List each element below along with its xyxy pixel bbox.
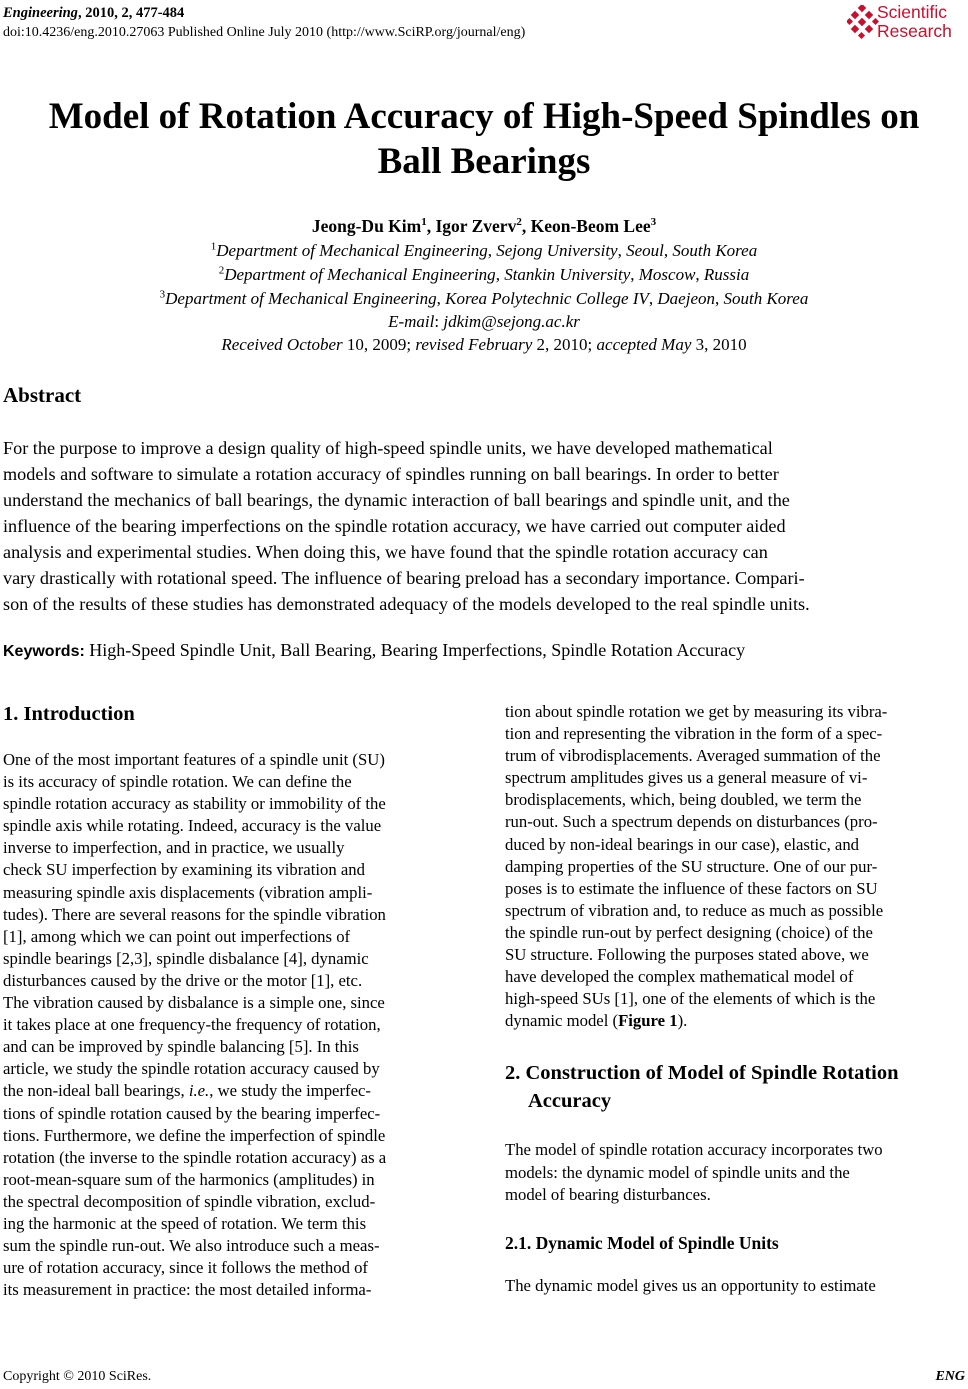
affiliation-dept: Department of Mechanical Engineering [165, 289, 437, 308]
subsection-2-1-heading: 2.1. Dynamic Model of Spindle Units [505, 1232, 779, 1253]
affiliation-dept: Department of Mechanical Engineering [216, 241, 488, 260]
text-line: [1], among which we can point out imperfections of [3, 926, 351, 946]
affiliation-3: $^3$Department of Mechanical Engineering, Korea Polytechnic College IV, Daejeon, South Korea [159, 288, 809, 308]
received-dates [0, 334, 968, 356]
affiliation-city: Daejeon [657, 289, 715, 308]
abstract-line: understand the mechanics of ball bearings, the dynamic interaction of ball bearings and spindle unit, and the [3, 490, 790, 510]
text-line: inverse to imperfection, and in practice, we usually [3, 838, 345, 858]
text-line: measuring spindle axis displacements (vibration ampli- [3, 882, 373, 902]
author-list: Jeong-Du Kim$^1$, Igor Zverv$^2$, Keon-Beom Lee$^3$ [311, 216, 657, 236]
text-line: SU structure. Following the purposes stated above, we [505, 945, 869, 965]
keywords-label: Keywords: [3, 643, 85, 660]
logo-text-line1: Scientific [877, 2, 948, 22]
introduction-heading: 1. Introduction [3, 703, 135, 725]
journal-abbreviation: ENG [935, 1369, 965, 1384]
text-span-italic: i.e. [188, 1081, 210, 1101]
text-line: tion and representing the vibration in the form of a spec- [505, 724, 883, 744]
accepted-label: accepted May [596, 335, 692, 354]
text-line: The model of spindle rotation accuracy incorporates two [505, 1140, 883, 1160]
text-line: the spindle run-out by perfect designing (choice) of the [505, 922, 873, 942]
affiliation-city: Moscow [638, 265, 696, 284]
paper-title-line2: Ball Bearings [377, 141, 591, 182]
journal-citation [3, 3, 525, 23]
abstract-line: influence of the bearing imperfections on the spindle rotation accuracy, we have carried out computer aided [3, 516, 786, 536]
text-line: damping properties of the SU structure. One of our pur- [505, 856, 878, 876]
right-column [505, 701, 965, 1297]
text-line: spindle axis while rotating. Indeed, accuracy is the value [3, 816, 382, 836]
text-line: its measurement in practice: the most detailed informa- [3, 1280, 372, 1300]
text-line: models: the dynamic model of spindle units and the [505, 1162, 850, 1182]
text-line: root-mean-square sum of the harmonics (amplitudes) in [3, 1169, 375, 1189]
text-line: sum the spindle run-out. We also introduce such a meas- [3, 1236, 380, 1256]
text-line: high-speed SUs [1], one of the elements of which is the [505, 989, 876, 1009]
text-line: trum of vibrodisplacements. Averaged summation of the [505, 746, 881, 766]
revised-date: 2, 2010; [532, 335, 597, 354]
text-line [3, 1080, 462, 1102]
author-name: Jeong-Du Kim [311, 216, 422, 236]
text-line: spectrum of vibration and, to reduce as much as possible [505, 900, 884, 920]
received-date: 10, 2009; [342, 335, 416, 354]
affiliation-country: South Korea [723, 289, 809, 308]
text-line: ing the harmonic at the speed of rotation. We term this [3, 1213, 367, 1233]
text-line: the spectral decomposition of spindle vibration, exclud- [3, 1191, 376, 1211]
email-line: E-mail: jdkim@sejong.ac.kr [388, 312, 580, 331]
text-line: spindle rotation accuracy as stability or immobility of the [3, 794, 386, 814]
text-line: tions. Furthermore, we define the imperfection of spindle [3, 1125, 386, 1145]
author-name: Igor Zverv [435, 216, 517, 236]
keywords-text: High-Speed Spindle Unit, Ball Bearing, Bearing Imperfections, Spindle Rotation Accuracy [84, 640, 746, 660]
email-label: E-mail [388, 312, 435, 331]
text-span: the non-ideal ball bearings, [3, 1081, 189, 1101]
affiliation-city: Seoul [626, 241, 664, 260]
subsection-2-1-text [505, 1275, 965, 1297]
text-span: ). [677, 1011, 688, 1031]
abstract-heading: Abstract [3, 383, 82, 407]
affiliation-number: 3 [159, 288, 166, 301]
text-line: The dynamic model gives us an opportunity to estimate [505, 1275, 876, 1295]
text-line: The vibration caused by disbalance is a simple one, since [3, 993, 385, 1013]
journal-header [3, 3, 525, 43]
accepted-date: 3, 2010 [691, 335, 747, 354]
figure-1-reference[interactable]: Figure 1 [618, 1011, 678, 1031]
text-line: brodisplacements, which, being doubled, we term the [505, 790, 862, 810]
abstract-line: For the purpose to improve a design quality of high-speed spindle units, we have developed mathematical [3, 438, 773, 458]
journal-volume-pages: , 2010, 2, 477-484 [77, 5, 185, 21]
text-line [505, 1010, 965, 1032]
text-line: tions of spindle rotation caused by the bearing imperfec- [3, 1103, 381, 1123]
text-line: poses is to estimate the influence of these factors on SU [505, 878, 878, 898]
author-affil-sup: 2 [516, 216, 522, 229]
right-column-text [505, 701, 965, 1032]
text-line: spectrum amplitudes gives us a general measure of vi- [505, 768, 868, 788]
text-line: tudes). There are several reasons for the spindle vibration [3, 904, 386, 924]
text-line: is its accuracy of spindle rotation. We can define the [3, 772, 352, 792]
affiliation-number: 2 [218, 264, 225, 277]
text-line: it takes place at one frequency-the frequency of rotation, [3, 1015, 381, 1035]
affiliation-country: South Korea [672, 241, 758, 260]
abstract-line: vary drastically with rotational speed. The influence of bearing preload has a secondary importance. Compari- [3, 568, 805, 588]
affiliation-dept: Department of Mechanical Engineering [224, 265, 496, 284]
copyright: Copyright © 2010 SciRes. [3, 1369, 152, 1384]
revised-label: revised February [415, 335, 533, 354]
text-span: , we study the imperfec- [209, 1081, 371, 1101]
text-line: One of the most important features of a spindle unit (SU) [3, 750, 385, 769]
section-2-heading: 2. Construction of Model of Spindle Rotation Accuracy [505, 1062, 899, 1113]
text-line: article, we study the spindle rotation accuracy caused by [3, 1059, 380, 1079]
text-line: model of bearing disturbances. [505, 1184, 711, 1204]
paper-title-line1: Model of Rotation Accuracy of High-Speed Spindles on [48, 96, 920, 137]
affiliation-univ: Stankin University [504, 265, 631, 284]
affiliation-1: $^1$Department of Mechanical Engineering, Sejong University, Seoul, South Korea [210, 240, 758, 260]
abstract-line: analysis and experimental studies. When doing this, we have found that the spindle rotation accuracy can [3, 542, 768, 562]
logo-text [877, 3, 952, 41]
email-address[interactable]: jdkim@sejong.ac.kr [443, 312, 580, 331]
author-name: Keon-Beom Lee [530, 216, 651, 236]
author-affil-sup: 3 [650, 216, 657, 229]
text-line: rotation (the inverse to the spindle rotation accuracy) as a [3, 1147, 387, 1167]
abstract-body [3, 435, 965, 617]
left-column [3, 701, 462, 1301]
text-line: duced by non-ideal bearings in our case), elastic, and [505, 834, 860, 854]
logo-mark-icon [847, 5, 879, 39]
introduction-text [3, 749, 462, 1301]
abstract-line: models and software to simulate a rotation accuracy of spindles running on ball bearings. In order to better [3, 464, 779, 484]
abstract-line: son of the results of these studies has demonstrated adequacy of the models developed to the real spindle units. [3, 594, 810, 614]
received-label: Received October [221, 335, 343, 354]
journal-name: Engineering [3, 5, 78, 21]
affiliation-number: 1 [210, 240, 217, 253]
text-line: tion about spindle rotation we get by measuring its vibra- [505, 702, 888, 721]
text-line: ure of rotation accuracy, since it follows the method of [3, 1258, 368, 1278]
text-line: check SU imperfection by examining its vibration and [3, 860, 365, 880]
text-span: dynamic model ( [505, 1011, 619, 1031]
text-line: disturbances caused by the drive or the motor [1], etc. [3, 970, 363, 990]
author-affil-sup: 1 [421, 216, 427, 229]
affiliation-univ: Korea Polytechnic College IV [445, 289, 649, 308]
text-line: spindle bearings [2,3], spindle disbalance [4], dynamic [3, 948, 369, 968]
text-line: run-out. Such a spectrum depends on disturbances (pro- [505, 812, 878, 832]
affiliation-univ: Sejong University [496, 241, 618, 260]
paper-title [0, 94, 968, 184]
logo-text-line2: Research [877, 21, 952, 41]
affiliation-country: Russia [703, 265, 750, 284]
scientific-research-logo [847, 3, 965, 43]
section-2-text [505, 1139, 965, 1205]
text-line: have developed the complex mathematical model of [505, 967, 854, 987]
keywords [3, 637, 745, 665]
text-line: and can be improved by spindle balancing [5]. In this [3, 1037, 359, 1057]
affiliation-2: $^2$Department of Mechanical Engineering, Stankin University, Moscow, Russia [218, 264, 750, 284]
doi-line: doi:10.4236/eng.2010.27063 Published Online July 2010 (http://www.SciRP.org/journal/eng) [3, 25, 526, 40]
